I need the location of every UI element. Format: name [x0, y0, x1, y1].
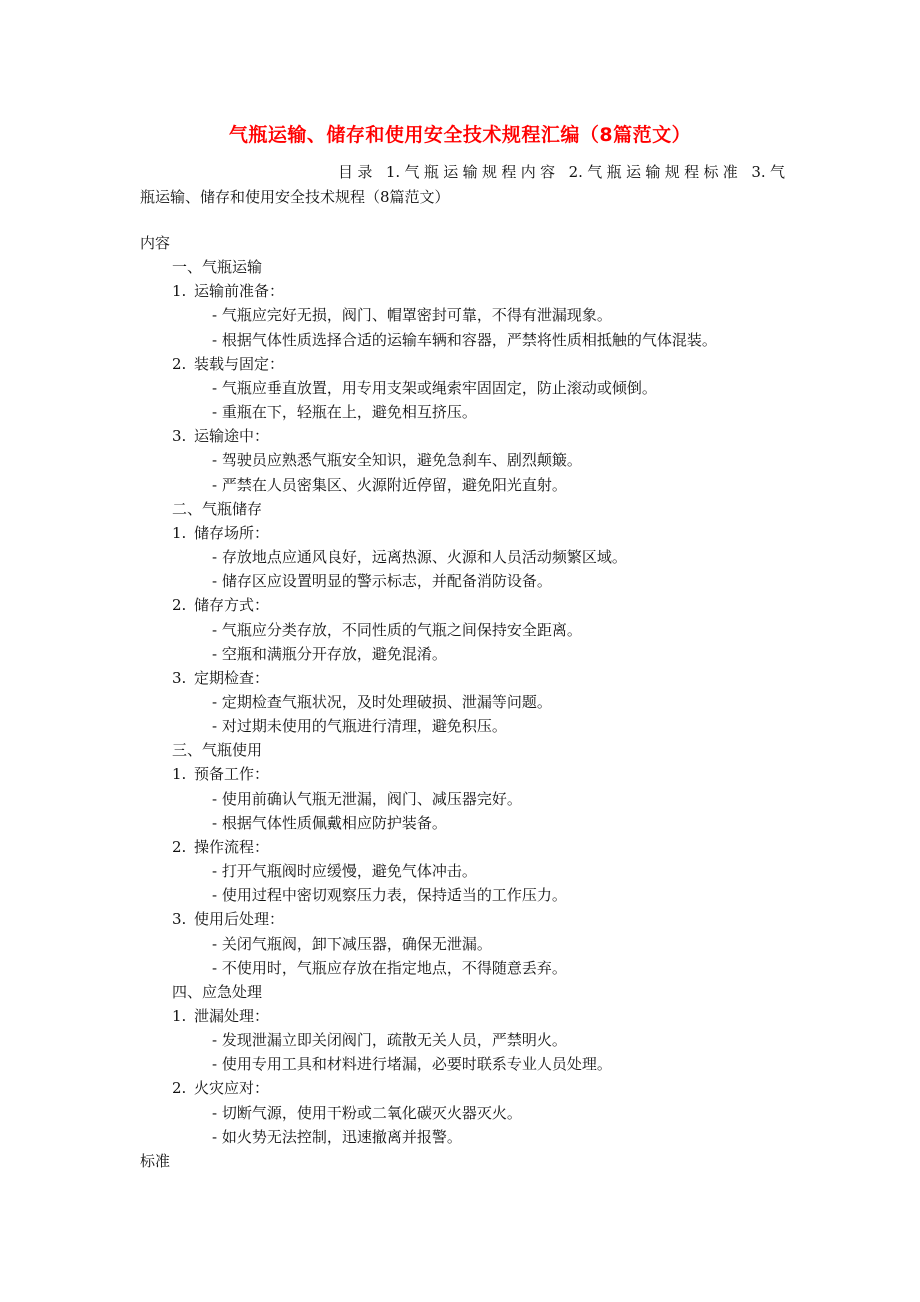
numbered-item — [140, 352, 800, 376]
bullet-item: - 不使用时，气瓶应存放在指定地点，不得随意丢弃。 — [212, 958, 567, 977]
section-heading: 一、气瓶运输 — [172, 258, 263, 277]
numbered-item — [140, 835, 800, 859]
bullet-item: - 打开气瓶阀时应缓慢，避免气体冲击。 — [212, 862, 477, 881]
item-number: 2. — [172, 354, 187, 373]
bullet-item: - 如火势无法控制，迅速撤离并报警。 — [212, 1127, 462, 1146]
bullet-item: - 重瓶在下，轻瓶在上，避免相互挤压。 — [212, 403, 477, 422]
item-label: 火灾应对： — [194, 1079, 270, 1098]
numbered-item — [140, 593, 800, 617]
item-label: 使用后处理： — [194, 910, 285, 929]
item-label: 储存场所： — [194, 523, 270, 542]
item-number: 1. — [172, 282, 187, 301]
toc-item: 3.气 — [751, 163, 785, 181]
toc-label: 目录 — [338, 163, 377, 181]
toc-item: 1.气瓶运输规程内容 — [385, 163, 560, 181]
document-title: 气瓶运输、储存和使用安全技术规程汇编（8篇范文） — [228, 124, 692, 146]
bullet-item: - 切断气源，使用干粉或二氧化碳灭火器灭火。 — [212, 1103, 522, 1122]
item-number: 2. — [172, 596, 187, 615]
numbered-item — [140, 424, 800, 448]
item-number: 2. — [172, 1079, 187, 1098]
bullet-item: - 储存区应设置明显的警示标志，并配备消防设备。 — [212, 572, 552, 591]
item-label: 储存方式： — [194, 596, 270, 615]
item-label: 运输途中： — [194, 427, 270, 446]
bullet-item: - 使用过程中密切观察压力表，保持适当的工作压力。 — [212, 886, 567, 905]
item-number: 1. — [172, 523, 187, 542]
bullet-item: - 严禁在人员密集区、火源附近停留，避免阳光直射。 — [212, 475, 567, 494]
item-label: 定期检查： — [194, 668, 270, 687]
item-number: 1. — [172, 765, 187, 784]
bullet-item: - 气瓶应垂直放置，用专用支架或绳索牢固固定，防止滚动或倾倒。 — [212, 378, 657, 397]
numbered-item — [140, 279, 800, 303]
bullet-item: - 气瓶应分类存放，不同性质的气瓶之间保持安全距离。 — [212, 620, 582, 639]
item-number: 3. — [172, 668, 187, 687]
bullet-item: - 定期检查气瓶状况，及时处理破损、泄漏等问题。 — [212, 692, 552, 711]
standard-heading: 标准 — [140, 1151, 171, 1170]
item-label: 操作流程： — [194, 837, 270, 856]
numbered-item — [140, 1076, 800, 1100]
item-label: 运输前准备： — [194, 282, 285, 301]
item-label: 预备工作： — [194, 765, 270, 784]
toc-continuation: 瓶运输、储存和使用安全技术规程（8篇范文） — [140, 188, 450, 206]
section-heading: 二、气瓶储存 — [172, 499, 263, 518]
bullet-item: - 存放地点应通风良好，远离热源、火源和人员活动频繁区域。 — [212, 548, 627, 567]
toc-item: 2.气瓶运输规程标准 — [568, 163, 743, 181]
numbered-item — [140, 907, 800, 931]
item-number: 3. — [172, 427, 187, 446]
section-heading: 四、应急处理 — [172, 982, 263, 1001]
document-body — [140, 231, 800, 1173]
bullet-item: - 使用前确认气瓶无泄漏，阀门、减压器完好。 — [212, 789, 522, 808]
bullet-item: - 对过期未使用的气瓶进行清理，避免积压。 — [212, 717, 507, 736]
table-of-contents — [140, 160, 785, 210]
bullet-item: - 驾驶员应熟悉气瓶安全知识，避免急刹车、剧烈颠簸。 — [212, 451, 582, 470]
item-label: 泄漏处理： — [194, 1007, 270, 1025]
item-number: 2. — [172, 837, 187, 856]
item-label: 装载与固定： — [194, 354, 285, 373]
bullet-item: - 发现泄漏立即关闭阀门，疏散无关人员，严禁明火。 — [212, 1031, 567, 1050]
item-number: 3. — [172, 910, 187, 929]
toc-line — [140, 160, 785, 185]
content-heading: 内容 — [140, 234, 171, 252]
numbered-item — [140, 1004, 800, 1028]
item-number: 1. — [172, 1007, 187, 1025]
bullet-item: - 关闭气瓶阀，卸下减压器，确保无泄漏。 — [212, 934, 492, 953]
bullet-item: - 使用专用工具和材料进行堵漏，必要时联系专业人员处理。 — [212, 1055, 612, 1074]
numbered-item — [140, 666, 800, 690]
bullet-item: - 根据气体性质选择合适的运输车辆和容器，严禁将性质相抵触的气体混装。 — [212, 330, 717, 349]
bullet-item: - 根据气体性质佩戴相应防护装备。 — [212, 813, 447, 832]
bullet-item: - 空瓶和满瓶分开存放，避免混淆。 — [212, 644, 447, 663]
numbered-item — [140, 762, 800, 786]
bullet-item: - 气瓶应完好无损，阀门、帽罩密封可靠，不得有泄漏现象。 — [212, 306, 612, 325]
section-heading: 三、气瓶使用 — [172, 741, 263, 760]
numbered-item — [140, 521, 800, 545]
